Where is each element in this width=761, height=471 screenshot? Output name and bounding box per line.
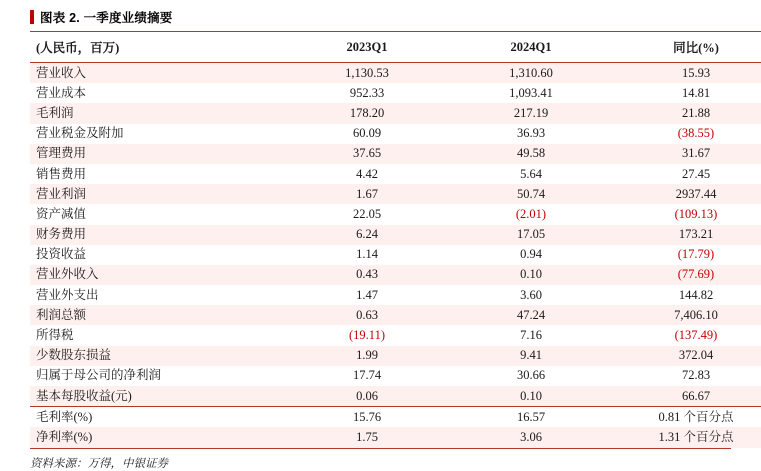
cell-2024q1: 7.16: [449, 325, 613, 345]
figure-title-row: [30, 0, 731, 31]
cell-2024q1: (2.01): [449, 204, 613, 224]
row-label: 营业外收入: [30, 265, 285, 285]
cell-yoy: 372.04: [613, 346, 761, 366]
row-label: 毛利率(%): [30, 407, 285, 428]
cell-2023q1: 0.63: [285, 305, 449, 325]
cell-2023q1: 1.99: [285, 346, 449, 366]
row-label: 营业利润: [30, 184, 285, 204]
cell-yoy: 0.81 个百分点: [613, 407, 761, 428]
column-header-yoy: 同比(%): [613, 32, 761, 63]
cell-2024q1: 49.58: [449, 144, 613, 164]
page-title: 图表 2. 一季度业绩摘要: [40, 11, 173, 25]
cell-yoy: 173.21: [613, 225, 761, 245]
cell-2024q1: 5.64: [449, 164, 613, 184]
table-row: [30, 427, 761, 447]
cell-yoy: (109.13): [613, 204, 761, 224]
row-label: 资产减值: [30, 204, 285, 224]
table-row: [30, 83, 761, 103]
row-label: 投资收益: [30, 245, 285, 265]
column-header-2024q1: 2024Q1: [449, 32, 613, 63]
cell-yoy: 144.82: [613, 285, 761, 305]
cell-2023q1: 0.06: [285, 386, 449, 407]
row-label: 财务费用: [30, 225, 285, 245]
cell-2023q1: 0.43: [285, 265, 449, 285]
cell-yoy: (17.79): [613, 245, 761, 265]
cell-yoy: 7,406.10: [613, 305, 761, 325]
row-label: 销售费用: [30, 164, 285, 184]
cell-yoy: (77.69): [613, 265, 761, 285]
cell-2024q1: 1,093.41: [449, 83, 613, 103]
table-header: [30, 32, 761, 63]
cell-yoy: 72.83: [613, 366, 761, 386]
row-label: 毛利润: [30, 103, 285, 123]
table-row: [30, 245, 761, 265]
row-label: 所得税: [30, 325, 285, 345]
column-header-label: (人民币，百万): [30, 32, 285, 63]
cell-2023q1: 1.75: [285, 427, 449, 447]
table-row: [30, 204, 761, 224]
cell-2024q1: 30.66: [449, 366, 613, 386]
row-label: 营业外支出: [30, 285, 285, 305]
row-label: 少数股东损益: [30, 346, 285, 366]
table-row: [30, 285, 761, 305]
cell-yoy: 14.81: [613, 83, 761, 103]
cell-2024q1: 0.10: [449, 265, 613, 285]
table-row: [30, 265, 761, 285]
cell-2023q1: 178.20: [285, 103, 449, 123]
table-row: [30, 124, 761, 144]
cell-yoy: 21.88: [613, 103, 761, 123]
row-label: 营业成本: [30, 83, 285, 103]
cell-yoy: (38.55): [613, 124, 761, 144]
cell-2023q1: 60.09: [285, 124, 449, 144]
cell-2023q1: 17.74: [285, 366, 449, 386]
row-label: 归属于母公司的净利润: [30, 366, 285, 386]
row-label: 营业税金及附加: [30, 124, 285, 144]
table-row: [30, 225, 761, 245]
cell-yoy: (137.49): [613, 325, 761, 345]
cell-2024q1: 17.05: [449, 225, 613, 245]
cell-yoy: 66.67: [613, 386, 761, 407]
cell-2024q1: 3.06: [449, 427, 613, 447]
cell-2023q1: 6.24: [285, 225, 449, 245]
table-row: [30, 144, 761, 164]
cell-2023q1: 37.65: [285, 144, 449, 164]
table-row: [30, 325, 761, 345]
row-label: 管理费用: [30, 144, 285, 164]
row-label: 利润总额: [30, 305, 285, 325]
cell-2023q1: (19.11): [285, 325, 449, 345]
cell-2024q1: 36.93: [449, 124, 613, 144]
cell-2024q1: 3.60: [449, 285, 613, 305]
cell-2024q1: 0.94: [449, 245, 613, 265]
table-body: [30, 63, 761, 448]
cell-2023q1: 4.42: [285, 164, 449, 184]
table-row: [30, 386, 761, 407]
table-row: [30, 407, 761, 428]
table-row: [30, 184, 761, 204]
source-note: 资料来源：万得，中银证券: [30, 457, 168, 470]
cell-2023q1: 1.47: [285, 285, 449, 305]
row-label: 净利率(%): [30, 427, 285, 447]
cell-2024q1: 9.41: [449, 346, 613, 366]
table-row: [30, 305, 761, 325]
table-row: [30, 366, 761, 386]
table-row: [30, 346, 761, 366]
table-row: [30, 164, 761, 184]
cell-2023q1: 15.76: [285, 407, 449, 428]
cell-2023q1: 1,130.53: [285, 63, 449, 84]
table-row: [30, 103, 761, 123]
cell-2024q1: 0.10: [449, 386, 613, 407]
cell-yoy: 27.45: [613, 164, 761, 184]
column-header-2023q1: 2023Q1: [285, 32, 449, 63]
cell-2024q1: 50.74: [449, 184, 613, 204]
table-row: [30, 63, 761, 84]
cell-2023q1: 1.67: [285, 184, 449, 204]
row-label: 营业收入: [30, 63, 285, 84]
cell-yoy: 15.93: [613, 63, 761, 84]
cell-2024q1: 1,310.60: [449, 63, 613, 84]
row-label: 基本每股收益(元): [30, 386, 285, 407]
cell-2023q1: 22.05: [285, 204, 449, 224]
cell-2024q1: 47.24: [449, 305, 613, 325]
title-accent-bar: [30, 10, 34, 24]
cell-yoy: 2937.44: [613, 184, 761, 204]
cell-yoy: 31.67: [613, 144, 761, 164]
cell-2023q1: 952.33: [285, 83, 449, 103]
performance-summary-table: [30, 31, 761, 448]
cell-yoy: 1.31 个百分点: [613, 427, 761, 447]
cell-2024q1: 16.57: [449, 407, 613, 428]
cell-2024q1: 217.19: [449, 103, 613, 123]
table-header-row: [30, 32, 761, 63]
cell-2023q1: 1.14: [285, 245, 449, 265]
